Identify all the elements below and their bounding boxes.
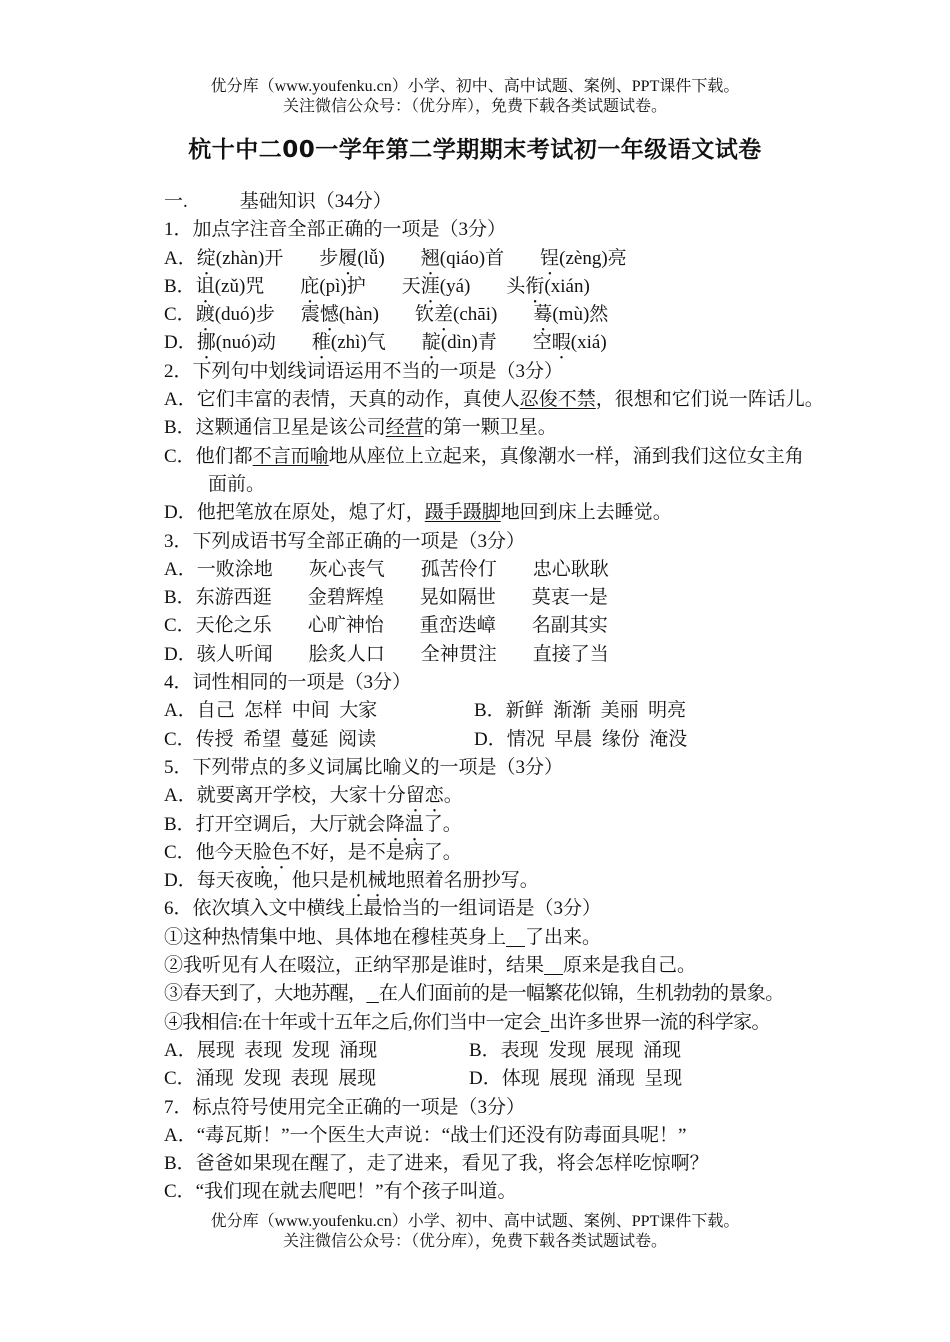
exam-body <box>164 188 934 1207</box>
section-heading <box>164 188 934 216</box>
header-line-2: 关注微信公众号：（优分库），免费下载各类试题试卷。 <box>282 98 667 115</box>
section-label: 基础知识（34分） <box>239 191 392 212</box>
footer-line-2: 关注微信公众号：（优分库），免费下载各类试题试卷。 <box>282 1233 667 1250</box>
q3-option-a: A．一败涂地 灰心丧气 孤苦伶仃 忠心耿耿 <box>164 558 609 580</box>
q6-options-ab: A．展现 表现 发现 涌现 B．表现 发现 展现 涌现 <box>164 1039 682 1061</box>
q6-sentence-4: ④我相信:在十年或十五年之后,你们当中一定会 出许多世界一流的科学家。 <box>164 1011 770 1033</box>
q1-option-b: B．诅(zǔ)咒 庇(pì)护 天涯(yá) 头衔(xián) <box>164 275 590 297</box>
q7-option-b: B．爸爸如果现在醒了，走了进来，看见了我，将会怎样吃惊啊？ <box>164 1153 709 1175</box>
q5-option-d: D．每天夜晚，他只是机械地照着名册抄写。 <box>164 870 539 892</box>
q5-option-c: C．他今天脸色不好，是不是病了。 <box>164 841 462 863</box>
q2-option-c-cont: 面前。 <box>208 473 266 495</box>
question-1-stem: 1．加点字注音全部正确的一项是（3分） <box>164 219 507 241</box>
q6-sentence-3: ③春天到了，大地苏醒， 在人们面前的是一幅繁花似锦，生机勃勃的景象。 <box>164 983 784 1005</box>
header-line-1: 优分库（www.youfenku.cn）小学、初中、高中试题、案例、PPT课件下载。 <box>210 78 740 95</box>
page-title: 杭十中二00一学年第二学期期末考试初一年级语文试卷 <box>188 137 762 163</box>
q4-options-ab: A．自己 怎样 中间 大家 B．新鲜 渐渐 美丽 明亮 <box>164 700 687 722</box>
question-5-stem: 5．下列带点的多义词属比喻义的一项是（3分） <box>164 756 564 778</box>
question-7-stem: 7．标点符号使用完全正确的一项是（3分） <box>164 1096 526 1118</box>
q3-option-b: B．东游西逛 金碧辉煌 晃如隔世 莫衷一是 <box>164 587 608 609</box>
q5-option-a: A．就要离开学校，大家十分留恋。 <box>164 785 463 807</box>
q2-option-a: A．它们丰富的表情，天真的动作，真使人忍俊不禁，很想和它们说一阵话儿。 <box>164 389 824 411</box>
q5-option-b: B．打开空调后，大厅就会降温了。 <box>164 813 462 835</box>
question-6-stem: 6．依次填入文中横线上最恰当的一组词语是（3分） <box>164 898 602 920</box>
q3-option-d: D．骇人听闻 脍炙人口 全神贯注 直接了当 <box>164 643 609 665</box>
q4-options-cd: C．传授 希望 蔓延 阅读 D．情况 早晨 缘份 淹没 <box>164 728 688 750</box>
footer-line-1: 优分库（www.youfenku.cn）小学、初中、高中试题、案例、PPT课件下载。 <box>210 1213 740 1230</box>
question-3-stem: 3．下列成语书写全部正确的一项是（3分） <box>164 530 526 552</box>
q2-option-d: D．他把笔放在原处，熄了灯，蹑手蹑脚地回到床上去睡觉。 <box>164 502 672 524</box>
q7-option-c: C．“我们现在就去爬吧！”有个孩子叫道。 <box>164 1181 517 1203</box>
q1-option-d: D．挪(nuó)动 稚(zhì)气 靛(dìn)青 空暇(xiá) <box>164 332 607 354</box>
section-number: 一. <box>164 191 188 212</box>
q1-option-a: A．绽(zhàn)开 步履(lǚ) 翘(qiáo)首 锃(zèng)亮 <box>164 247 627 269</box>
q2-option-c: C．他们都不言而喻地从座位上立起来，真像潮水一样，涌到我们这位女主角 <box>164 445 804 467</box>
question-4-stem: 4．词性相同的一项是（3分） <box>164 672 412 694</box>
q1-option-c: C．踱(duó)步 震憾(hàn) 钦差(chāi) 蓦(mù)然 <box>164 304 609 326</box>
question-2-stem: 2．下列句中划线词语运用不当的一项是（3分） <box>164 360 564 382</box>
q7-option-a: A．“毒瓦斯！”一个医生大声说：“战士们还没有防毒面具呢！” <box>164 1124 687 1146</box>
q6-options-cd: C．涌现 发现 表现 展现 D．体现 展现 涌现 呈现 <box>164 1068 683 1090</box>
q2-option-b: B．这颗通信卫星是该公司经营的第一颗卫星。 <box>164 417 557 439</box>
q6-sentence-1: ①这种热情集中地、具体地在穆桂英身上 了出来。 <box>164 926 602 948</box>
q3-option-c: C．天伦之乐 心旷神怡 重峦迭嶂 名副其实 <box>164 615 608 637</box>
q6-sentence-2: ②我听见有人在啜泣，正纳罕那是谁时，结果 原来是我自己。 <box>164 955 697 977</box>
